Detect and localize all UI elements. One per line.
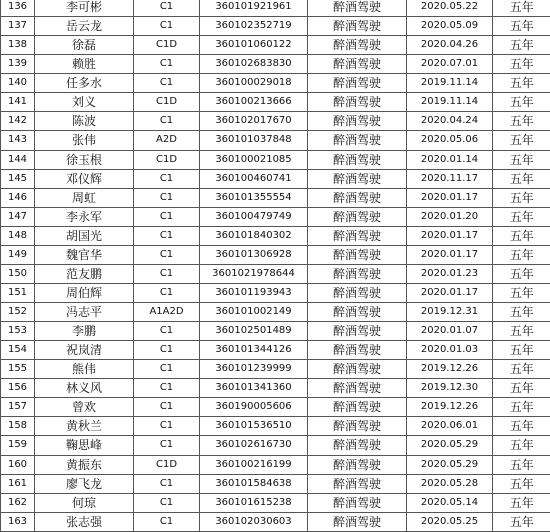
name-cell: 徐磊 [35,36,134,55]
license-class-cell: C1 [134,474,200,493]
row-number-cell: 144 [1,150,35,169]
violation-type-cell: 醉酒驾驶 [308,112,407,131]
name-cell: 熊伟 [35,360,134,379]
violation-type-cell: 醉酒驾驶 [308,493,407,512]
name-cell: 林义风 [35,379,134,398]
table-row [1,264,550,283]
table-row [1,93,550,112]
license-id-cell: 360102683830 [200,55,308,74]
duration-cell: 五年 [493,474,550,493]
table-row [1,17,550,36]
duration-cell: 五年 [493,379,550,398]
duration-cell: 五年 [493,226,550,245]
license-id-cell: 360101060122 [200,36,308,55]
license-class-cell: C1 [134,360,200,379]
row-number-cell: 155 [1,360,35,379]
license-id-cell: 360100021085 [200,150,308,169]
name-cell: 岳云龙 [35,17,134,36]
date-cell: 2019.12.30 [407,379,493,398]
date-cell: 2020.01.07 [407,322,493,341]
license-class-cell: C1D [134,455,200,474]
license-id-cell: 360100029018 [200,74,308,93]
violation-type-cell: 醉酒驾驶 [308,379,407,398]
name-cell: 周虹 [35,188,134,207]
license-class-cell: C1 [134,0,200,17]
license-id-cell: 360101840302 [200,226,308,245]
name-cell: 黄秋兰 [35,417,134,436]
license-id-cell: 360101037848 [200,131,308,150]
duration-cell: 五年 [493,55,550,74]
table-row [1,455,550,474]
name-cell: 何琼 [35,493,134,512]
violation-type-cell: 醉酒驾驶 [308,74,407,93]
date-cell: 2020.05.25 [407,512,493,531]
row-number-cell: 143 [1,131,35,150]
violation-type-cell: 醉酒驾驶 [308,0,407,17]
violation-type-cell: 醉酒驾驶 [308,303,407,322]
table-row [1,283,550,302]
license-class-cell: C1 [134,245,200,264]
date-cell: 2019.12.26 [407,398,493,417]
license-class-cell: C1 [134,169,200,188]
name-cell: 邓仪辉 [35,169,134,188]
name-cell: 魏官华 [35,245,134,264]
license-class-cell: C1D [134,36,200,55]
duration-cell: 五年 [493,303,550,322]
date-cell: 2020.05.06 [407,131,493,150]
duration-cell: 五年 [493,150,550,169]
table-row [1,398,550,417]
row-number-cell: 162 [1,493,35,512]
table-body [1,0,550,531]
license-id-cell: 360101193943 [200,283,308,302]
date-cell: 2020.05.28 [407,474,493,493]
license-id-cell: 360100479749 [200,207,308,226]
violation-type-cell: 醉酒驾驶 [308,436,407,455]
date-cell: 2020.01.14 [407,150,493,169]
row-number-cell: 150 [1,264,35,283]
license-id-cell: 360101921961 [200,0,308,17]
duration-cell: 五年 [493,341,550,360]
violation-type-cell: 醉酒驾驶 [308,55,407,74]
license-id-cell: 360102352719 [200,17,308,36]
row-number-cell: 147 [1,207,35,226]
duration-cell: 五年 [493,283,550,302]
date-cell: 2020.01.17 [407,188,493,207]
row-number-cell: 160 [1,455,35,474]
violation-type-cell: 醉酒驾驶 [308,398,407,417]
table-row [1,55,550,74]
table-row [1,322,550,341]
duration-cell: 五年 [493,512,550,531]
name-cell: 张伟 [35,131,134,150]
name-cell: 祝岚清 [35,341,134,360]
duration-cell: 五年 [493,436,550,455]
license-id-cell: 360100213666 [200,93,308,112]
license-id-cell: 360100216199 [200,455,308,474]
duration-cell: 五年 [493,455,550,474]
name-cell: 任多水 [35,74,134,93]
duration-cell: 五年 [493,493,550,512]
table-row [1,150,550,169]
license-class-cell: C1 [134,226,200,245]
violation-type-cell: 醉酒驾驶 [308,322,407,341]
table-row [1,436,550,455]
license-class-cell: C1 [134,436,200,455]
violation-type-cell: 醉酒驾驶 [308,474,407,493]
name-cell: 刘义 [35,93,134,112]
date-cell: 2020.01.23 [407,264,493,283]
row-number-cell: 163 [1,512,35,531]
violation-type-cell: 醉酒驾驶 [308,36,407,55]
license-id-cell: 360101615238 [200,493,308,512]
name-cell: 张志强 [35,512,134,531]
table-row [1,188,550,207]
license-class-cell: C1 [134,207,200,226]
name-cell: 胡国光 [35,226,134,245]
date-cell: 2020.05.29 [407,455,493,474]
row-number-cell: 153 [1,322,35,341]
violation-type-cell: 醉酒驾驶 [308,93,407,112]
date-cell: 2020.05.29 [407,436,493,455]
duration-cell: 五年 [493,322,550,341]
duration-cell: 五年 [493,17,550,36]
duration-cell: 五年 [493,398,550,417]
date-cell: 2020.04.24 [407,112,493,131]
table-row [1,169,550,188]
violation-type-cell: 醉酒驾驶 [308,150,407,169]
table-row [1,131,550,150]
license-class-cell: C1 [134,74,200,93]
duration-cell: 五年 [493,112,550,131]
duration-cell: 五年 [493,360,550,379]
name-cell: 鞠思峰 [35,436,134,455]
table-row [1,226,550,245]
table-row [1,36,550,55]
name-cell: 陈波 [35,112,134,131]
duration-cell: 五年 [493,131,550,150]
table-row [1,512,550,531]
license-id-cell: 360102030603 [200,512,308,531]
violation-type-cell: 醉酒驾驶 [308,341,407,360]
license-class-cell: C1 [134,322,200,341]
date-cell: 2020.01.17 [407,245,493,264]
violation-type-cell: 醉酒驾驶 [308,455,407,474]
row-number-cell: 136 [1,0,35,17]
license-class-cell: C1 [134,493,200,512]
date-cell: 2020.01.17 [407,283,493,302]
name-cell: 徐玉根 [35,150,134,169]
duration-cell: 五年 [493,188,550,207]
date-cell: 2019.11.14 [407,74,493,93]
date-cell: 2020.04.26 [407,36,493,55]
date-cell: 2019.11.14 [407,93,493,112]
date-cell: 2019.12.26 [407,360,493,379]
table-row [1,0,550,17]
license-class-cell: C1 [134,112,200,131]
row-number-cell: 142 [1,112,35,131]
duration-cell: 五年 [493,93,550,112]
violation-type-cell: 醉酒驾驶 [308,226,407,245]
license-class-cell: C1 [134,417,200,436]
violation-type-cell: 醉酒驾驶 [308,17,407,36]
table-row [1,112,550,131]
license-id-cell: 360101306928 [200,245,308,264]
violation-type-cell: 醉酒驾驶 [308,169,407,188]
license-id-cell: 360101536510 [200,417,308,436]
table-row [1,379,550,398]
license-class-cell: C1 [134,512,200,531]
date-cell: 2020.01.03 [407,341,493,360]
name-cell: 廖飞龙 [35,474,134,493]
license-class-cell: C1 [134,17,200,36]
name-cell: 曾欢 [35,398,134,417]
row-number-cell: 156 [1,379,35,398]
duration-cell: 五年 [493,245,550,264]
row-number-cell: 137 [1,17,35,36]
license-class-cell: C1 [134,341,200,360]
license-class-cell: C1 [134,264,200,283]
violation-type-cell: 醉酒驾驶 [308,360,407,379]
license-id-cell: 360102017670 [200,112,308,131]
row-number-cell: 157 [1,398,35,417]
table-row [1,417,550,436]
license-class-cell: C1D [134,150,200,169]
duration-cell: 五年 [493,74,550,93]
license-class-cell: C1D [134,93,200,112]
license-id-cell: 360101002149 [200,303,308,322]
license-class-cell: C1 [134,398,200,417]
violation-type-cell: 醉酒驾驶 [308,207,407,226]
row-number-cell: 161 [1,474,35,493]
license-class-cell: C1 [134,283,200,302]
license-id-cell: 3601021978644 [200,264,308,283]
name-cell: 赖胜 [35,55,134,74]
license-id-cell: 360102501489 [200,322,308,341]
date-cell: 2020.01.17 [407,226,493,245]
row-number-cell: 145 [1,169,35,188]
row-number-cell: 148 [1,226,35,245]
table-row [1,245,550,264]
license-id-cell: 360100460741 [200,169,308,188]
row-number-cell: 159 [1,436,35,455]
violation-type-cell: 醉酒驾驶 [308,245,407,264]
name-cell: 周伯辉 [35,283,134,302]
row-number-cell: 158 [1,417,35,436]
date-cell: 2020.07.01 [407,55,493,74]
date-cell: 2019.12.31 [407,303,493,322]
license-class-cell: C1 [134,379,200,398]
license-class-cell: C1 [134,55,200,74]
duration-cell: 五年 [493,169,550,188]
duration-cell: 五年 [493,207,550,226]
violation-type-cell: 醉酒驾驶 [308,417,407,436]
duration-cell: 五年 [493,264,550,283]
date-cell: 2020.01.20 [407,207,493,226]
table-row [1,207,550,226]
duration-cell: 五年 [493,0,550,17]
date-cell: 2020.11.17 [407,169,493,188]
license-class-cell: A1A2D [134,303,200,322]
duration-cell: 五年 [493,36,550,55]
date-cell: 2020.05.09 [407,17,493,36]
date-cell: 2020.06.01 [407,417,493,436]
date-cell: 2020.05.14 [407,493,493,512]
row-number-cell: 152 [1,303,35,322]
row-number-cell: 149 [1,245,35,264]
name-cell: 范友鹏 [35,264,134,283]
name-cell: 李鹏 [35,322,134,341]
license-id-cell: 360101239999 [200,360,308,379]
name-cell: 李永军 [35,207,134,226]
row-number-cell: 138 [1,36,35,55]
row-number-cell: 146 [1,188,35,207]
violation-type-cell: 醉酒驾驶 [308,131,407,150]
row-number-cell: 141 [1,93,35,112]
table-row [1,360,550,379]
table-row [1,74,550,93]
date-cell: 2020.05.22 [407,0,493,17]
name-cell: 冯志平 [35,303,134,322]
name-cell: 李可彬 [35,0,134,17]
row-number-cell: 151 [1,283,35,302]
license-class-cell: C1 [134,188,200,207]
license-id-cell: 360190005606 [200,398,308,417]
license-id-cell: 360101341360 [200,379,308,398]
table-row [1,341,550,360]
duration-cell: 五年 [493,417,550,436]
table-row [1,493,550,512]
license-id-cell: 360101355554 [200,188,308,207]
table-row [1,474,550,493]
row-number-cell: 139 [1,55,35,74]
violation-type-cell: 醉酒驾驶 [308,188,407,207]
violation-type-cell: 醉酒驾驶 [308,512,407,531]
violation-type-cell: 醉酒驾驶 [308,264,407,283]
row-number-cell: 140 [1,74,35,93]
row-number-cell: 154 [1,341,35,360]
violation-type-cell: 醉酒驾驶 [308,283,407,302]
license-class-cell: A2D [134,131,200,150]
table-row [1,303,550,322]
license-id-cell: 360101344126 [200,341,308,360]
name-cell: 黄振东 [35,455,134,474]
license-id-cell: 360102616730 [200,436,308,455]
license-id-cell: 360101584638 [200,474,308,493]
